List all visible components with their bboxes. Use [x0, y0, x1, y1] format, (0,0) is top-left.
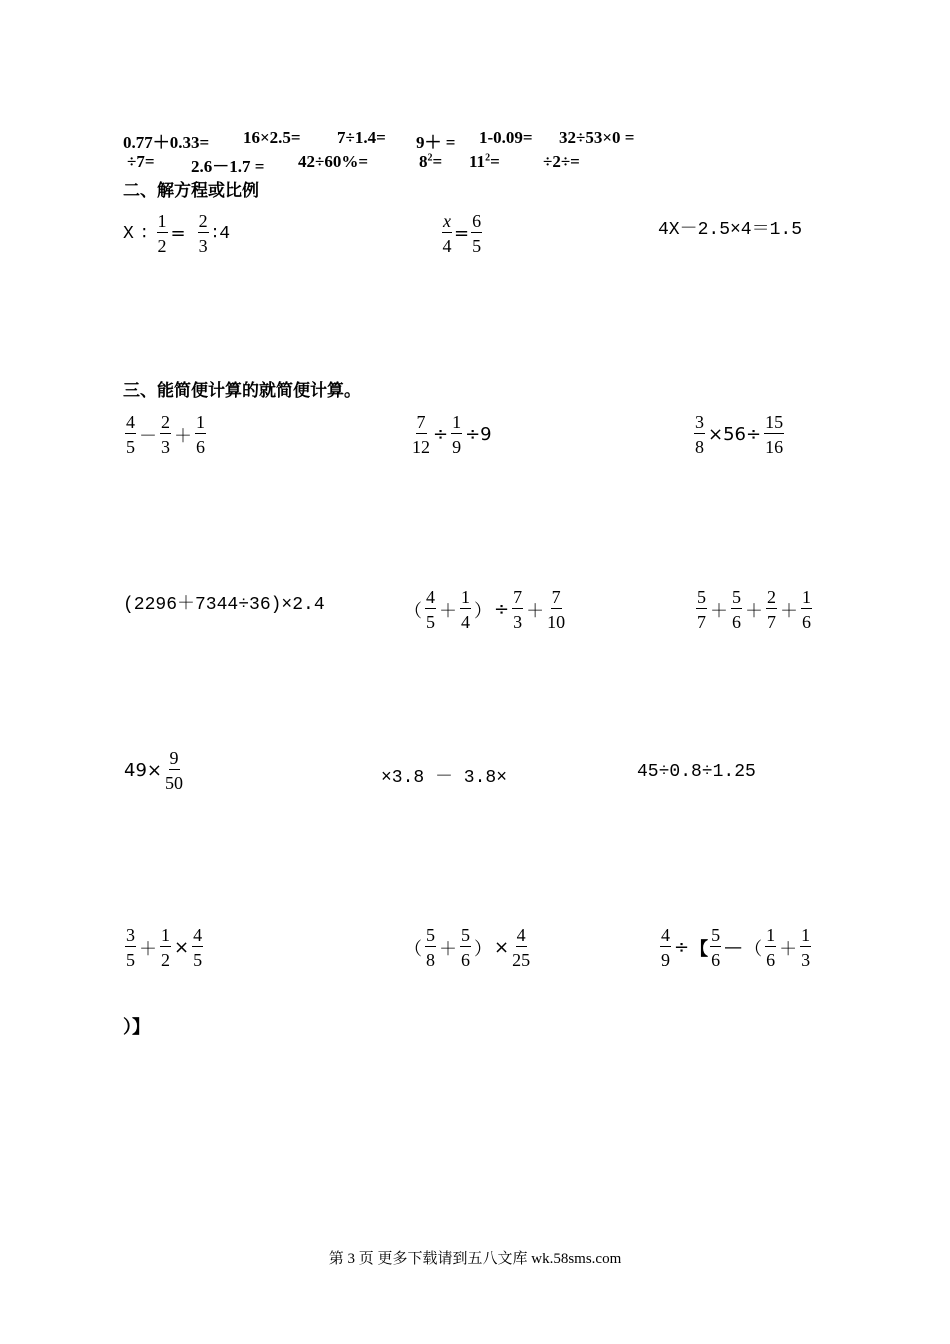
oral-item-square	[419, 152, 442, 172]
fraction	[800, 926, 811, 969]
operator: （	[404, 600, 422, 622]
numerator: 1	[802, 587, 811, 607]
numerator: 5	[461, 925, 470, 945]
denominator: 4	[442, 236, 452, 256]
numerator: 7	[416, 412, 426, 432]
equation-linear: 4X－2.5×4＝1.5	[658, 220, 803, 240]
fraction	[460, 588, 471, 631]
fraction	[442, 212, 452, 255]
denominator: 6	[196, 437, 205, 457]
numerator: 3	[695, 412, 704, 432]
denominator: 3	[801, 950, 811, 970]
numerator: 6	[472, 211, 482, 231]
denominator: 10	[547, 612, 566, 632]
denominator: 5	[126, 950, 135, 970]
denominator: 5	[126, 437, 135, 457]
denominator: 2	[161, 950, 170, 970]
fraction	[512, 926, 530, 969]
operator: ＋	[780, 600, 798, 622]
denominator: 6	[711, 950, 721, 970]
denominator: 8	[426, 950, 435, 970]
numerator: 3	[126, 925, 135, 945]
numerator: 4	[516, 925, 526, 945]
numerator: 4	[193, 925, 203, 945]
math-text: =	[432, 152, 443, 171]
problem-1	[123, 413, 208, 456]
oral-item: ÷2÷=	[543, 152, 580, 171]
denominator: 12	[412, 437, 430, 457]
denominator: 6	[732, 612, 741, 632]
operator: =	[454, 223, 470, 244]
denominator: 9	[661, 950, 670, 970]
fraction	[165, 749, 183, 792]
problem-2	[410, 413, 493, 456]
oral-item-square	[469, 152, 500, 172]
numerator: 1	[801, 925, 811, 945]
operator: 49×	[124, 760, 162, 781]
fraction	[192, 926, 203, 969]
numerator: 9	[169, 748, 179, 768]
operator: ÷	[674, 937, 690, 958]
numerator: 1	[161, 925, 170, 945]
problem-10	[123, 926, 205, 969]
denominator: 5	[426, 612, 435, 632]
fraction	[125, 413, 136, 456]
fraction	[801, 588, 812, 631]
numerator: 2	[767, 587, 776, 607]
fraction	[731, 588, 742, 631]
oral-item: 0.77＋0.33=	[123, 133, 210, 152]
fraction	[160, 926, 171, 969]
math-text: 4	[219, 223, 231, 244]
operator: ×	[494, 937, 510, 958]
operator: —	[724, 937, 743, 958]
fraction	[764, 413, 784, 456]
fraction	[157, 212, 168, 255]
fraction	[660, 926, 671, 969]
math-text: X	[123, 223, 134, 244]
fraction	[460, 926, 471, 969]
denominator: 7	[697, 612, 706, 632]
operator: （	[744, 938, 763, 960]
fraction	[198, 212, 209, 255]
operator: ÷9	[465, 424, 492, 445]
numerator: 1	[461, 587, 470, 607]
numerator: 1	[157, 211, 167, 231]
fraction	[425, 926, 436, 969]
operator: ＋	[174, 425, 192, 447]
math-text: =	[490, 152, 500, 171]
denominator: 6	[461, 950, 470, 970]
problem-12-continuation: ）】	[123, 1017, 150, 1038]
oral-item: 1-0.09=	[479, 128, 533, 147]
operator: （	[404, 938, 422, 960]
operator: ＋	[439, 600, 457, 622]
operator: ÷	[433, 424, 449, 445]
operator: ＋	[745, 600, 763, 622]
exponent: 2	[485, 152, 491, 164]
numerator: 2	[161, 412, 170, 432]
page-footer: 第 3 页 更多下载请到五八文库 wk.58sms.com	[328, 1251, 622, 1267]
fraction	[471, 212, 482, 255]
denominator: 50	[165, 773, 183, 793]
problem-11	[403, 926, 532, 969]
fraction	[766, 588, 777, 631]
numerator: 1	[766, 925, 776, 945]
operator: ＋	[710, 600, 728, 622]
numerator: 5	[732, 587, 741, 607]
problem-7	[123, 749, 185, 792]
fraction	[412, 413, 430, 456]
problem-6	[694, 588, 814, 631]
fraction	[547, 588, 565, 631]
oral-item: 42÷60%=	[298, 152, 369, 171]
numerator: 5	[697, 587, 706, 607]
operator: ）	[474, 600, 492, 622]
fraction	[195, 413, 206, 456]
oral-item: ÷7=	[127, 152, 155, 171]
numerator: 4	[126, 412, 135, 432]
denominator: 6	[766, 950, 776, 970]
denominator: 7	[767, 612, 776, 632]
operator: ＋	[779, 938, 798, 960]
operator: ）	[474, 938, 492, 960]
section-title: 二、解方程或比例	[123, 181, 259, 201]
fraction	[425, 588, 436, 631]
problem-4: (2296＋7344÷36)×2.4	[123, 595, 325, 615]
oral-item: 7÷1.4=	[337, 128, 386, 147]
operator: ×56÷	[708, 424, 762, 445]
denominator: 25	[512, 950, 531, 970]
numerator: x	[443, 211, 451, 231]
denominator: 8	[695, 437, 704, 457]
operator: ＋	[526, 600, 545, 622]
fraction	[451, 413, 462, 456]
oral-item: 16×2.5=	[243, 128, 301, 147]
numerator: 1	[452, 412, 462, 432]
numerator: 7	[513, 587, 523, 607]
exponent: 2	[427, 152, 433, 164]
numerator: 2	[198, 211, 208, 231]
operator: ÷	[494, 599, 510, 620]
fraction	[160, 413, 171, 456]
operator: ×	[174, 937, 190, 958]
fraction	[694, 413, 705, 456]
numerator: 7	[551, 587, 561, 607]
oral-item: 9＋ =	[416, 133, 456, 152]
equation-proportion	[123, 212, 230, 255]
operator: 【	[690, 938, 709, 960]
fraction	[125, 926, 136, 969]
denominator: 5	[193, 950, 203, 970]
problem-9: 45÷0.8÷1.25	[637, 762, 756, 782]
denominator: 2	[157, 236, 167, 256]
numerator: 4	[426, 587, 435, 607]
denominator: 3	[513, 612, 523, 632]
denominator: 3	[161, 437, 170, 457]
equation-fraction	[440, 212, 484, 255]
fraction	[710, 926, 721, 969]
operator: ∶	[212, 223, 218, 244]
problem-8: ×3.8 － 3.8×	[381, 768, 508, 788]
operator: －	[139, 425, 157, 447]
denominator: 3	[198, 236, 208, 256]
operator: ＋	[439, 938, 457, 960]
denominator: 6	[802, 612, 811, 632]
problem-12	[658, 926, 813, 969]
math-text: 8	[419, 152, 428, 171]
fraction	[765, 926, 776, 969]
numerator: 5	[426, 925, 435, 945]
oral-item: 2.6－1.7 =	[191, 157, 265, 176]
operator: =	[170, 223, 186, 244]
operator: ＋	[139, 938, 157, 960]
numerator: 4	[661, 925, 670, 945]
denominator: 4	[461, 612, 470, 632]
problem-3	[692, 413, 786, 456]
problem-5	[403, 588, 567, 631]
fraction	[696, 588, 707, 631]
numerator: 15	[765, 412, 784, 432]
operator: ∶	[141, 223, 147, 244]
numerator: 1	[196, 412, 205, 432]
denominator: 9	[452, 437, 462, 457]
math-text: 11	[469, 152, 486, 171]
numerator: 5	[711, 925, 721, 945]
fraction	[512, 588, 523, 631]
oral-item: 32÷53×0 =	[559, 128, 635, 147]
section-title: 三、能简便计算的就简便计算。	[123, 381, 361, 401]
denominator: 5	[472, 236, 482, 256]
denominator: 16	[765, 437, 784, 457]
